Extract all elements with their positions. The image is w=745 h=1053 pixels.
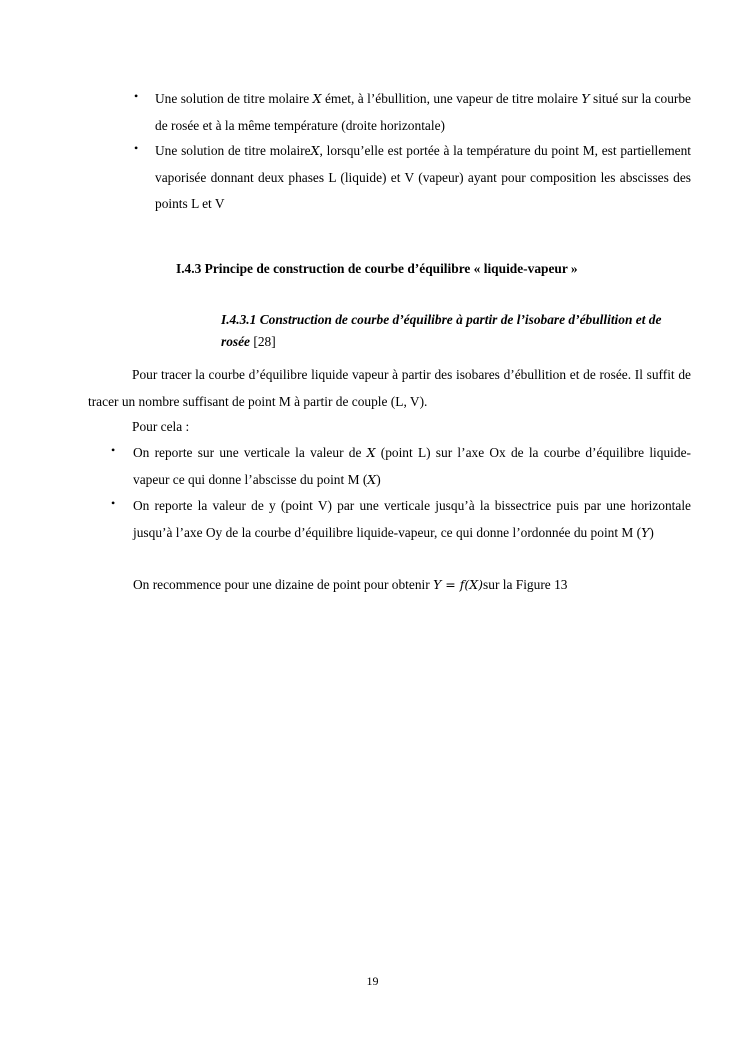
- list-item: [155, 138, 691, 218]
- bullet-icon: •: [111, 443, 116, 457]
- list-item-text: Une solution de titre molaire: [155, 91, 313, 106]
- list-item-text: On reporte sur une verticale la valeur de: [133, 445, 367, 460]
- bullet-icon: •: [134, 89, 139, 103]
- reference-citation: [28]: [253, 333, 276, 349]
- page-number: 19: [366, 974, 379, 988]
- paragraph-text: On recommence pour une dizaine de point pour obtenir: [133, 577, 434, 592]
- math-variable: Y: [581, 91, 590, 106]
- list-item-text: , lorsqu’elle est portée à la température du point M, est partiellement vaporisée donnant deux phases L (liquide) et V (vapeur) ayant pour composition les abscisses des points L et V: [155, 143, 691, 211]
- math-variable: X: [366, 445, 376, 460]
- math-variable: X: [367, 471, 377, 487]
- math-variable: X: [312, 91, 322, 106]
- math-equation: Y = f(X): [433, 577, 484, 592]
- paragraph: Pour tracer la courbe d’équilibre liquide vapeur à partir des isobares d’ébullition et de rosée. Il suffit de tracer un nombre suffisant de point M à partir de couple (L, V).: [88, 367, 691, 409]
- bullet-icon: •: [134, 141, 139, 155]
- list-item: [133, 440, 691, 493]
- list-item-text: Une solution de titre molaire: [155, 143, 311, 158]
- list-item-text: (point L) sur l’axe Ox de la courbe d’équilibre liquide- vapeur ce qui donne l’abscisse du point M (: [133, 445, 691, 487]
- list-item-text: ): [649, 524, 654, 540]
- paragraph: Pour cela :: [132, 419, 190, 434]
- list-item: [133, 493, 691, 546]
- list-item-text: ): [376, 471, 381, 487]
- math-variable: Y: [641, 524, 650, 540]
- section-heading: I.4.3 Principe de construction de courbe d’équilibre « liquide-vapeur »: [176, 261, 578, 276]
- paragraph: [133, 572, 567, 599]
- subsection-heading: [221, 309, 691, 352]
- math-variable: X: [310, 143, 320, 158]
- list-item: [155, 86, 691, 139]
- subsection-title: I.4.3.1 Construction de courbe d’équilibre à partir de l’isobare d’ébullition et de rosée: [221, 312, 662, 349]
- list-item-text: émet, à l’ébullition, une vapeur de titre molaire: [321, 91, 582, 106]
- paragraph-text: sur la Figure 13: [483, 577, 568, 592]
- list-item-text: On reporte la valeur de y (point V) par une verticale jusqu’à la bissectrice puis par une horizontale jusqu’à l’axe Oy de la courbe d’équilibre liquide-vapeur, ce qui donne l’ordonnée du point M (: [133, 498, 691, 540]
- list-item-text: situé sur la courbe de rosée et à la même température (droite horizontale): [155, 91, 691, 133]
- bullet-icon: •: [111, 496, 116, 510]
